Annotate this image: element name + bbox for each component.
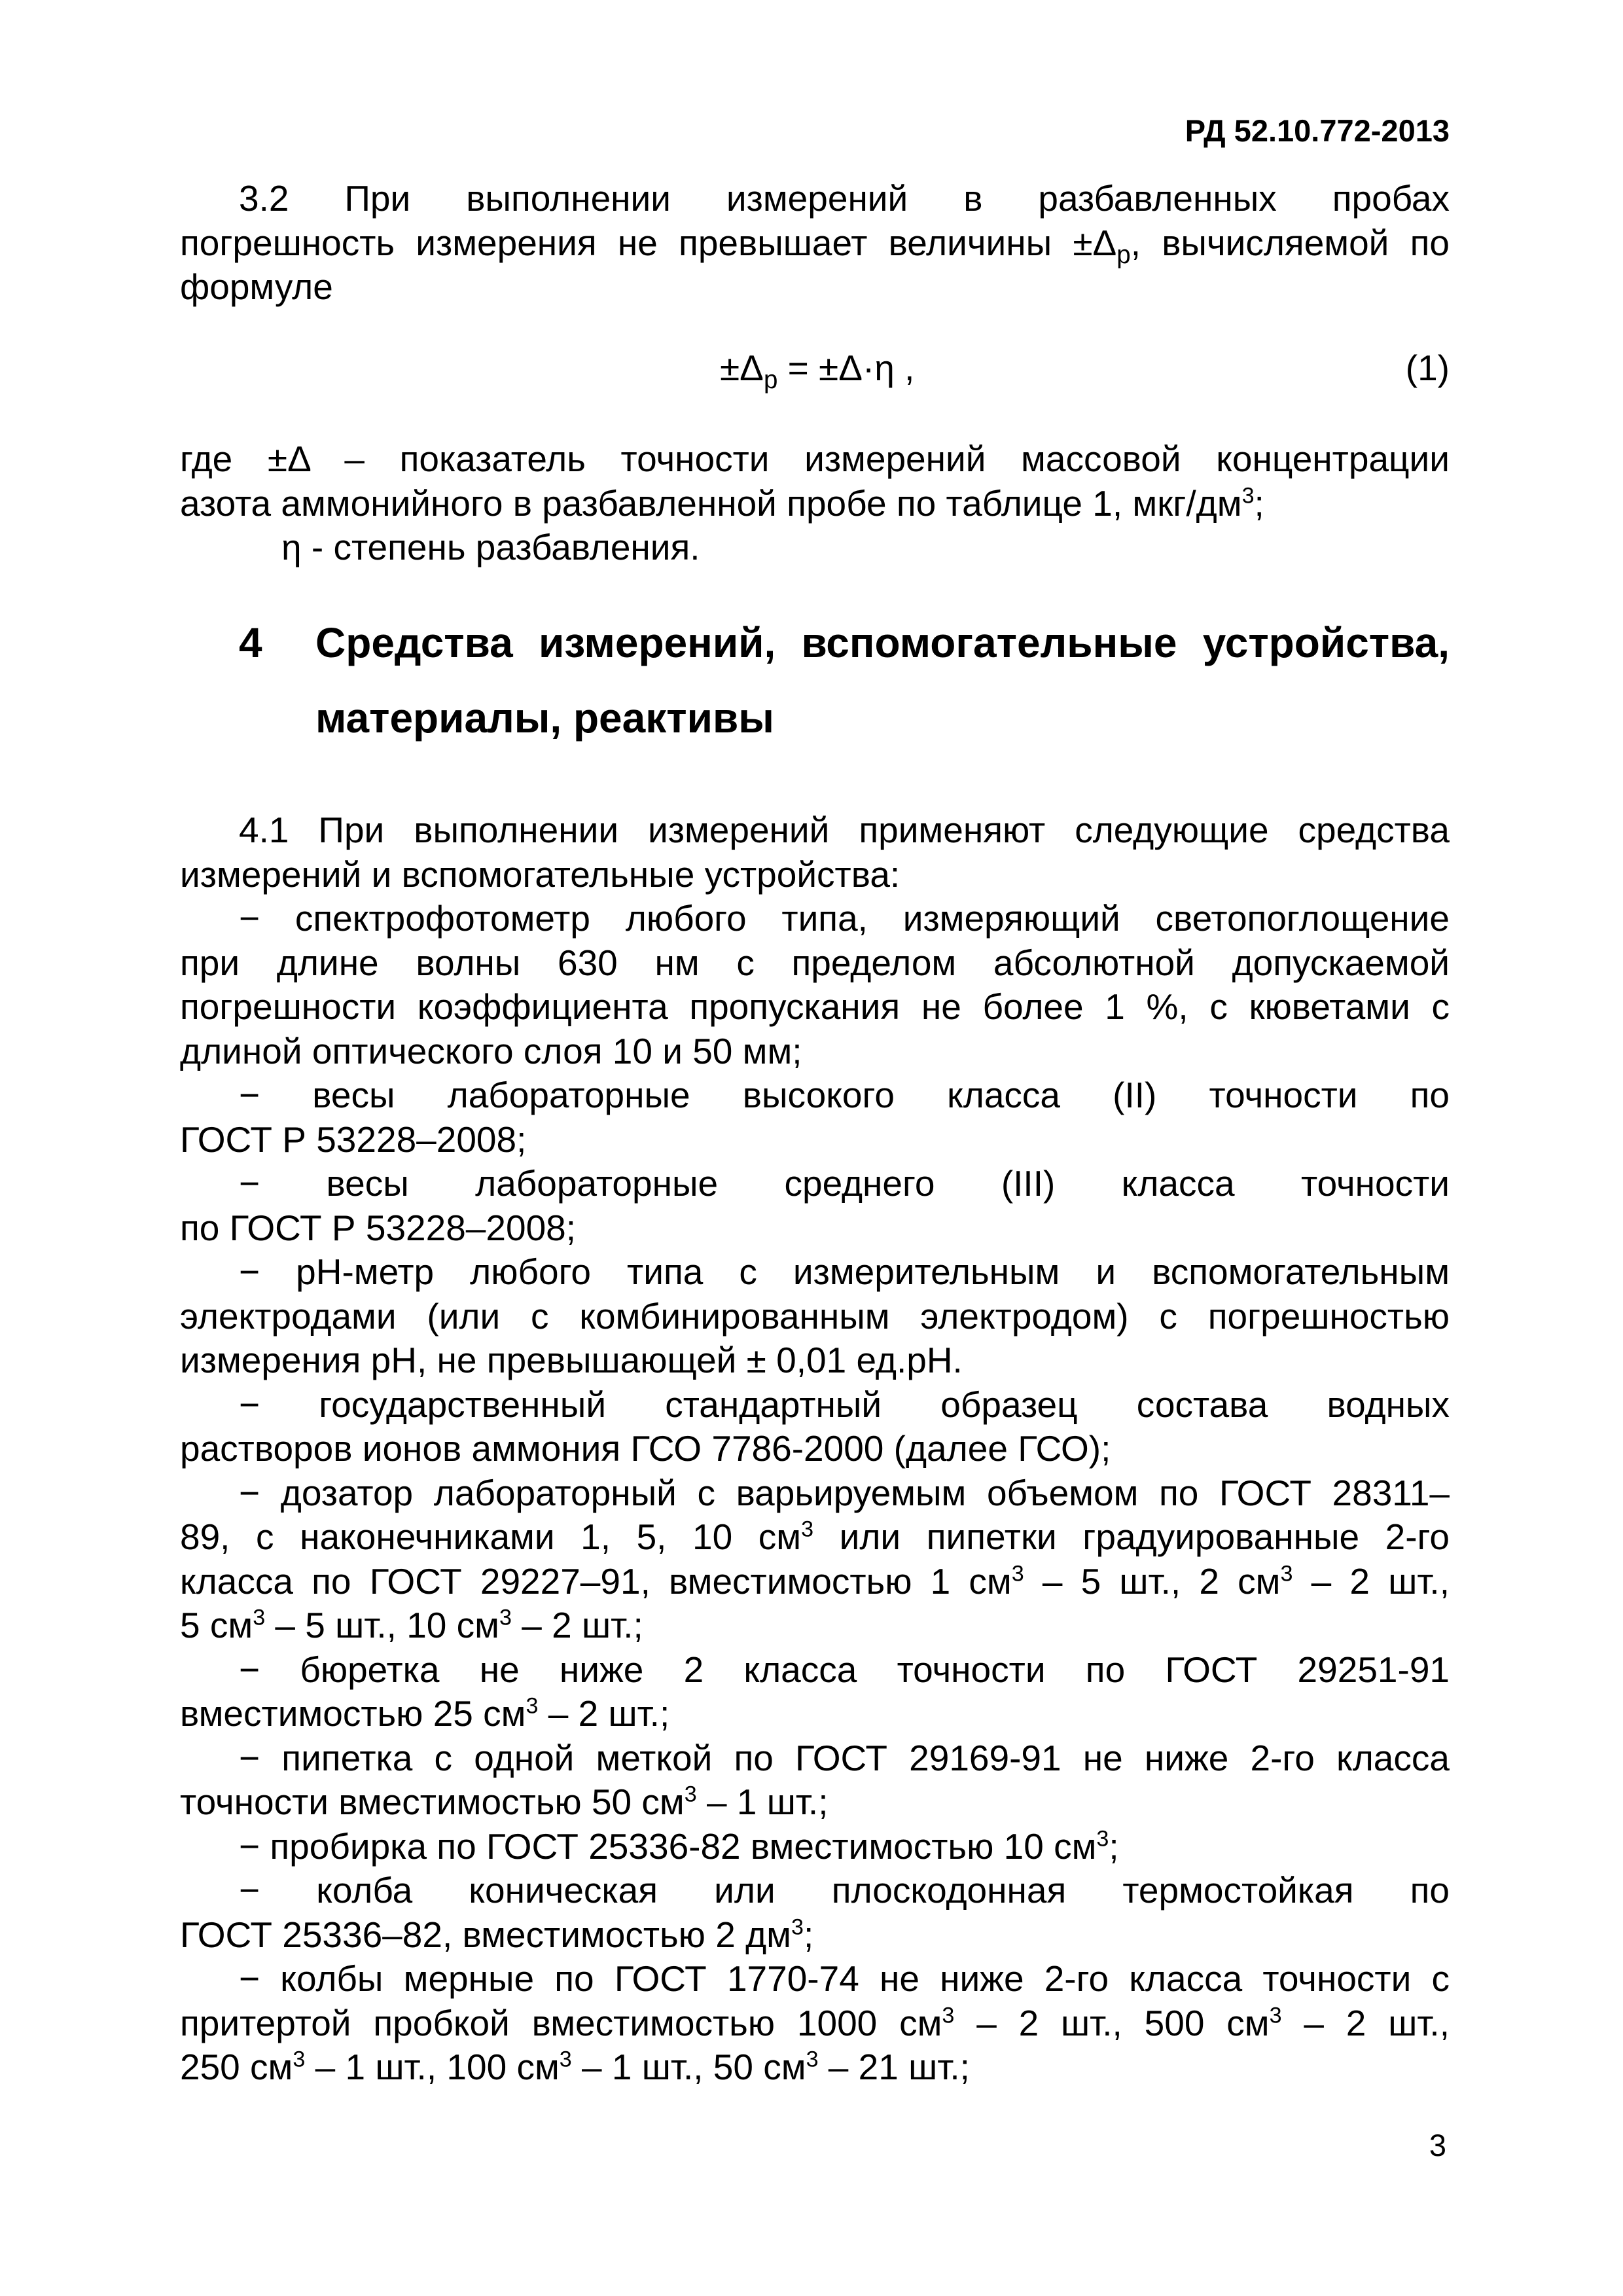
superscript: 3 (253, 1605, 266, 1630)
text: где ±Δ – показатель точности измерений массовой концентрации (180, 439, 1450, 479)
text-line (180, 1913, 1450, 1958)
list-item (180, 1648, 1450, 1736)
text: погрешности коэффициента пропускания не более 1 %, с кюветами с (180, 986, 1450, 1027)
superscript: 3 (806, 2047, 819, 2072)
text: – 5 шт., 10 см (265, 1605, 499, 1645)
text-line (180, 437, 1450, 482)
text: 5 см (180, 1605, 253, 1645)
text-line (180, 941, 1450, 986)
text: − пипетка с одной меткой по ГОСТ 29169-91 не ниже 2-го класса (239, 1737, 1450, 1778)
text-line (180, 1957, 1450, 2001)
paragraph-4-1 (180, 808, 1450, 2090)
text: электродами (или с комбинированным электродом) с погрешностью (180, 1295, 1450, 1336)
paragraph-3-2 (180, 177, 1450, 310)
text-line (180, 1383, 1450, 1427)
text-line (180, 1073, 1450, 1118)
text-line (180, 1118, 1450, 1162)
text: – 2 шт., 500 см (954, 2002, 1270, 2043)
text-line (180, 1648, 1450, 1693)
text: по ГОСТ Р 53228–2008; (180, 1207, 577, 1248)
text: = ±Δ·η , (777, 348, 915, 388)
subscript: р (763, 366, 778, 394)
superscript: 3 (1269, 2003, 1282, 2028)
superscript: 3 (1011, 1561, 1024, 1587)
list-item (180, 1073, 1450, 1162)
subscript: р (1116, 240, 1131, 269)
text: погрешность измерения не превышает величины ±Δ (180, 222, 1117, 263)
text: ; (803, 1914, 814, 1955)
list-item (180, 1250, 1450, 1383)
formula-expression (720, 347, 915, 394)
superscript: 3 (1241, 483, 1255, 509)
text: точности вместимостью 50 см (180, 1782, 685, 1822)
text-line (180, 526, 1450, 570)
formula-explanation (180, 437, 1450, 570)
formula-1 (180, 347, 1450, 399)
text: − спектрофотометр любого типа, измеряющий светопоглощение (239, 898, 1450, 939)
list-item (180, 1471, 1450, 1648)
text-line (180, 897, 1450, 941)
text: притертой пробкой вместимостью 1000 см (180, 2002, 942, 2043)
text-line (180, 1780, 1450, 1825)
superscript: 3 (684, 1782, 697, 1807)
text: формуле (180, 266, 333, 307)
text: − государственный стандартный образец состава водных (239, 1384, 1450, 1425)
formula-number: (1) (1405, 348, 1450, 388)
text-line (180, 853, 1450, 897)
superscript: 3 (499, 1605, 512, 1630)
superscript: 3 (791, 1914, 804, 1940)
text-line (180, 1825, 1450, 1869)
superscript: 3 (559, 2047, 572, 2072)
text-line (180, 1030, 1450, 1074)
text-line (180, 221, 1450, 269)
text: − рН-метр любого типа с измерительным и вспомогательным (239, 1251, 1450, 1292)
text: длиной оптического слоя 10 и 50 мм; (180, 1030, 802, 1071)
text: , вычисляемой по (1130, 222, 1450, 263)
page-number: 3 (1429, 2128, 1446, 2162)
list-item (180, 1162, 1450, 1250)
text: − бюретка не ниже 2 класса точности по ГОСТ 29251-91 (239, 1649, 1450, 1690)
text-line (180, 1338, 1450, 1383)
superscript: 3 (526, 1693, 539, 1719)
text: – 5 шт., 2 см (1024, 1560, 1281, 1602)
text-line (180, 1162, 1450, 1206)
superscript: 3 (801, 1516, 814, 1542)
text: растворов ионов аммония ГСО 7786-2000 (далее ГСО); (180, 1428, 1111, 1469)
text-line (180, 1560, 1450, 1604)
text: 89, с наконечниками 1, 5, 10 см (180, 1516, 802, 1557)
list-item (180, 1736, 1450, 1825)
text-line (180, 1206, 1450, 1251)
text: при длине волны 630 нм с пределом абсолютной допускаемой (180, 942, 1450, 983)
list-item (180, 1869, 1450, 1957)
text-line (180, 1515, 1450, 1560)
text: − дозатор лабораторный с варьируемым объемом по ГОСТ 28311– (239, 1472, 1450, 1513)
text-line (180, 482, 1450, 526)
text: − пробирка по ГОСТ 25336-82 вместимостью 10 см (239, 1825, 1097, 1867)
superscript: 3 (942, 2003, 955, 2028)
text-line (180, 1295, 1450, 1339)
superscript: 3 (1280, 1561, 1293, 1587)
text-line (180, 1427, 1450, 1471)
text-line (180, 1692, 1450, 1736)
text-line (180, 1869, 1450, 1913)
section-heading (180, 619, 1450, 749)
section-title-line: материалы, реактивы (315, 694, 774, 742)
text: 250 см (180, 2047, 293, 2087)
document-code: РД 52.10.772-2013 (1185, 113, 1450, 148)
list-item (180, 1957, 1450, 2090)
text: − весы лабораторные высокого класса (II) точности по (239, 1075, 1450, 1115)
text-line (180, 2001, 1450, 2046)
list-item (180, 1825, 1450, 1869)
text: – 2 шт., (1293, 1560, 1450, 1602)
text: – 2 шт.; (511, 1605, 643, 1645)
text: – 1 шт., 100 см (305, 2047, 560, 2087)
text-line (180, 1250, 1450, 1295)
text: 3.2 При выполнении измерений в разбавленных пробах (239, 178, 1450, 219)
text-line (180, 177, 1450, 221)
superscript: 3 (293, 2047, 306, 2072)
text-line (180, 1471, 1450, 1516)
text: ГОСТ 25336–82, вместимостью 2 дм (180, 1914, 791, 1955)
text: азота аммонийного в разбавленной пробе по таблице 1, мкг/дм (180, 482, 1242, 524)
superscript: 3 (1096, 1826, 1109, 1852)
text-line (180, 808, 1450, 853)
text: − весы лабораторные среднего (III) класса точности (239, 1163, 1450, 1204)
text: – 1 шт., 50 см (571, 2047, 806, 2087)
text-line (180, 985, 1450, 1030)
text: – 21 шт.; (818, 2047, 970, 2087)
text: ГОСТ Р 53228–2008; (180, 1119, 527, 1160)
text-line (180, 1736, 1450, 1781)
text: измерений и вспомогательные устройства: (180, 853, 901, 895)
text: − колбы мерные по ГОСТ 1770-74 не ниже 2-го класса точности с (239, 1958, 1450, 1999)
section-number: 4 (239, 619, 262, 666)
text: – 2 шт.; (538, 1693, 670, 1734)
text: − колба коническая или плоскодонная термостойкая по (239, 1870, 1450, 1910)
text: ; (1254, 482, 1264, 524)
text-line (180, 265, 1450, 310)
text: – 1 шт.; (696, 1782, 829, 1822)
text: ; (1109, 1825, 1119, 1867)
text-line (180, 2045, 1450, 2090)
text-line (180, 1604, 1450, 1648)
section-title-line: Средства измерений, вспомогательные устройства, (315, 619, 1450, 666)
text: η - степень разбавления. (281, 527, 700, 567)
list-item (180, 1383, 1450, 1471)
list-item (180, 897, 1450, 1073)
text: класса по ГОСТ 29227–91, вместимостью 1 см (180, 1560, 1012, 1602)
text: ±Δ (720, 348, 764, 388)
text: или пипетки градуированные 2-го (813, 1516, 1450, 1557)
text: вместимостью 25 см (180, 1693, 526, 1734)
text: 4.1 При выполнении измерений применяют следующие средства (239, 810, 1450, 850)
text: измерения рН, не превышающей ± 0,01 ед.рН. (180, 1340, 963, 1380)
text: – 2 шт., (1281, 2002, 1450, 2043)
